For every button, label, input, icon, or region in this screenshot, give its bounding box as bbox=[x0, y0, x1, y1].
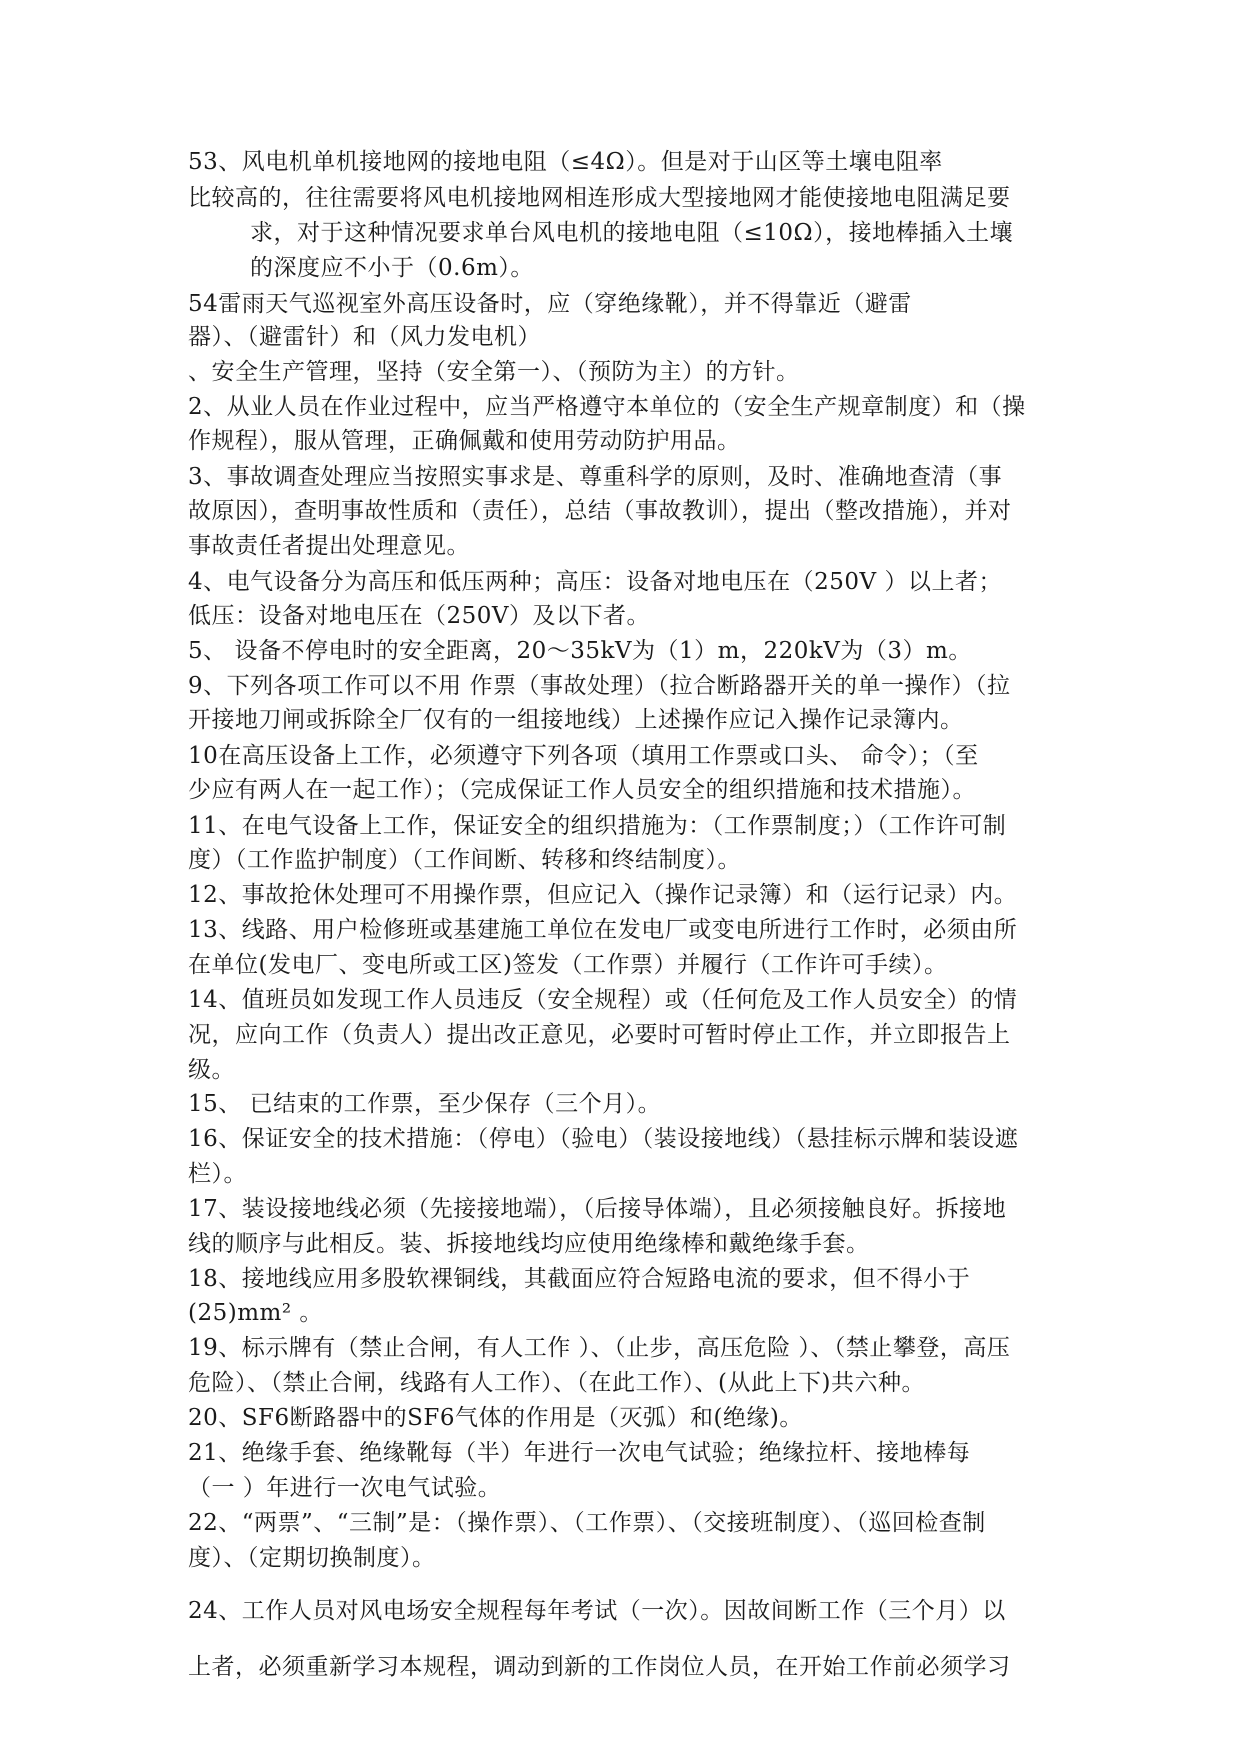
text-line: 事故责任者提出处理意见。 bbox=[188, 533, 470, 559]
text-line: 的深度应不小于（0.6m）。 bbox=[250, 255, 534, 281]
text-line: 开接地刀闸或拆除全厂仅有的一组接地线）上述操作应记入操作记录簿内。 bbox=[188, 707, 964, 733]
text-line: 11、在电气设备上工作，保证安全的组织措施为：（工作票制度；）（工作许可制 bbox=[188, 813, 1007, 839]
text-line: 度）（工作监护制度）（工作间断、转移和终结制度）。 bbox=[188, 847, 741, 873]
text-line: 、安全生产管理，坚持（安全第一）、（预防为主）的方针。 bbox=[188, 359, 800, 385]
text-line: 14、值班员如发现工作人员违反（安全规程）或（任何危及工作人员安全）的情 bbox=[188, 987, 1018, 1013]
text-line: 13、线路、用户检修班或基建施工单位在发电厂或变电所进行工作时，必须由所 bbox=[188, 917, 1018, 943]
text-line: 20、SF6断路器中的SF6气体的作用是（灭弧）和(绝缘)。 bbox=[188, 1405, 803, 1431]
text-line: 22、“两票”、“三制”是：（操作票）、（工作票）、（交接班制度）、（巡回检查制 bbox=[188, 1510, 986, 1536]
text-line: 17、装设接地线必须（先接接地端），（后接导体端），且必须接触良好。拆接地 bbox=[188, 1196, 1007, 1222]
text-line: 10在高压设备上工作，必须遵守下列各项（填用工作票或口头、 命令）；（至 bbox=[188, 743, 979, 769]
text-line: 比较高的，往往需要将风电机接地网相连形成大型接地网才能使接地电阻满足要 bbox=[188, 185, 1011, 211]
text-line: 19、标示牌有（禁止合闸，有人工作 ）、（止步，高压危险 ）、（禁止攀登，高压 bbox=[188, 1335, 1011, 1361]
text-line: 低压：设备对地电压在（250V）及以下者。 bbox=[188, 603, 651, 629]
text-line: 危险）、（禁止合闸，线路有人工作）、（在此工作）、(从此上下)共六种。 bbox=[188, 1370, 925, 1396]
text-line: 54雷雨天气巡视室外高压设备时，应（穿绝缘靴），并不得靠近（避雷 bbox=[188, 291, 912, 317]
text-line: 级。 bbox=[188, 1057, 235, 1083]
text-line: 栏）。 bbox=[188, 1161, 247, 1187]
text-line: 求，对于这种情况要求单台风电机的接地电阻（≤10Ω），接地棒插入土壤 bbox=[250, 220, 1014, 246]
text-line: 53、风电机单机接地网的接地电阻（≤4Ω）。但是对于山区等土壤电阻率 bbox=[188, 149, 943, 175]
text-line: 度）、（定期切换制度）。 bbox=[188, 1545, 436, 1571]
text-line: 在单位(发电厂、变电所或工区)签发（工作票）并履行（工作许可手续）。 bbox=[188, 952, 948, 978]
text-line: 12、事故抢休处理可不用操作票，但应记入（操作记录簿）和（运行记录）内。 bbox=[188, 882, 1018, 908]
text-line: 上者，必须重新学习本规程，调动到新的工作岗位人员，在开始工作前必须学习 bbox=[188, 1654, 1011, 1680]
text-line: 18、接地线应用多股软裸铜线，其截面应符合短路电流的要求，但不得小于 bbox=[188, 1266, 971, 1292]
text-line: 况，应向工作（负责人）提出改正意见，必要时可暂时停止工作，并立即报告上 bbox=[188, 1022, 1011, 1048]
text-line: （一 ）年进行一次电气试验。 bbox=[188, 1475, 502, 1501]
text-line: 5、 设备不停电时的安全距离，20～35kV为（1）m，220kV为（3）m。 bbox=[188, 638, 972, 664]
text-line: 故原因），查明事故性质和（责任），总结（事故教训），提出（整改措施），并对 bbox=[188, 498, 1012, 524]
text-line: (25)mm² 。 bbox=[188, 1300, 323, 1326]
text-line: 15、 已结束的工作票，至少保存（三个月）。 bbox=[188, 1091, 662, 1117]
text-line: 作规程），服从管理，正确佩戴和使用劳动防护用品。 bbox=[188, 428, 741, 454]
text-line: 器）、（避雷针）和（风力发电机） bbox=[188, 324, 541, 350]
text-line: 3、事故调查处理应当按照实事求是、尊重科学的原则，及时、准确地查清（事 bbox=[188, 464, 1003, 490]
text-line: 24、工作人员对风电场安全规程每年考试（一次）。因故间断工作（三个月）以 bbox=[188, 1598, 1006, 1624]
text-line: 4、电气设备分为高压和低压两种；高压：设备对地电压在（250V ）以上者； bbox=[188, 569, 1002, 595]
text-line: 16、保证安全的技术措施：（停电）（验电）（装设接地线）（悬挂标示牌和装设遮 bbox=[188, 1126, 1019, 1152]
text-line: 9、下列各项工作可以不用 作票（事故处理）（拉合断路器开关的单一操作）（拉 bbox=[188, 673, 1011, 699]
text-line: 线的顺序与此相反。装、拆接地线均应使用绝缘棒和戴绝缘手套。 bbox=[188, 1231, 870, 1257]
text-line: 21、绝缘手套、绝缘靴每（半）年进行一次电气试验；绝缘拉杆、接地棒每 bbox=[188, 1440, 971, 1466]
text-line: 少应有两人在一起工作）；（完成保证工作人员安全的组织措施和技术措施）。 bbox=[188, 777, 976, 803]
text-line: 2、从业人员在作业过程中，应当严格遵守本单位的（安全生产规章制度）和（操 bbox=[188, 394, 1026, 420]
